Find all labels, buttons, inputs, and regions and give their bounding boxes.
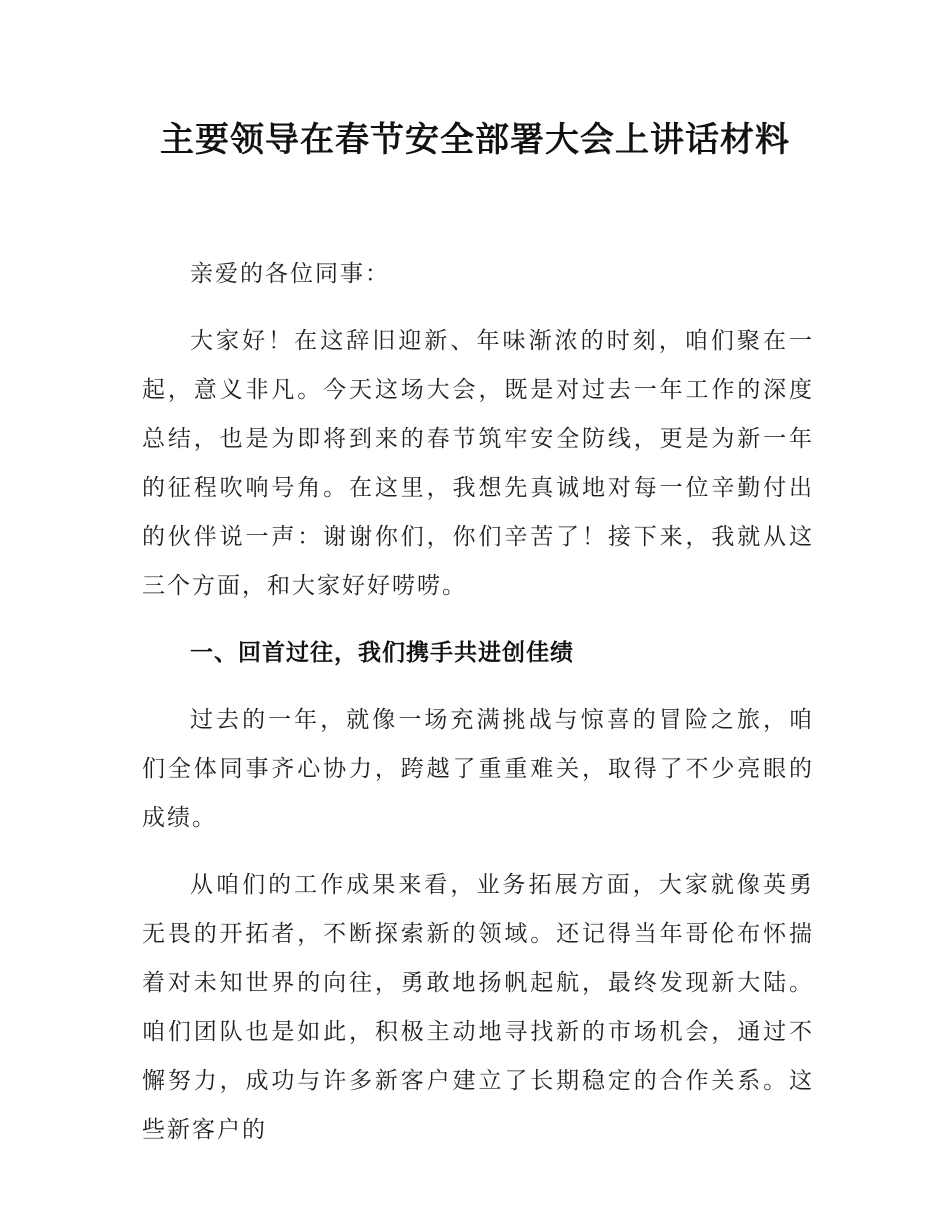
document-title: 主要领导在春节安全部署大会上讲话材料 [160, 120, 790, 160]
section-1-heading: 一、回首过往，我们携手共进创佳绩 [190, 640, 574, 666]
document-body [142, 250, 814, 1173]
section-1-paragraph-1: 过去的一年，就像一场充满挑战与惊喜的冒险之旅，咱们全体同事齐心协力，跨越了重重难关，取得了不少亮眼的成绩。 [142, 707, 814, 831]
greeting: 亲爱的各位同事： [190, 261, 390, 287]
section-1-paragraph-2: 从咱们的工作成果来看，业务拓展方面，大家就像英勇无畏的开拓者，不断探索新的领域。还记得当年哥伦布怀揣着对未知世界的向往，勇敢地扬帆起航，最终发现新大陆。咱们团队也是如此，积极主动地寻找新的市场机会，通过不懈努力，成功与许多新客户建立了长期稳定的合作关系。这些新客户的 [142, 872, 814, 1143]
opening-paragraph: 大家好！在这辞旧迎新、年味渐浓的时刻，咱们聚在一起，意义非凡。今天这场大会，既是对过去一年工作的深度总结，也是为即将到来的春节筑牢安全防线，更是为新一年的征程吹响号角。在这里，我想先真诚地对每一位辛勤付出的伙伴说一声：谢谢你们，你们辛苦了！接下来，我就从这三个方面，和大家好好唠唠。 [142, 328, 814, 599]
